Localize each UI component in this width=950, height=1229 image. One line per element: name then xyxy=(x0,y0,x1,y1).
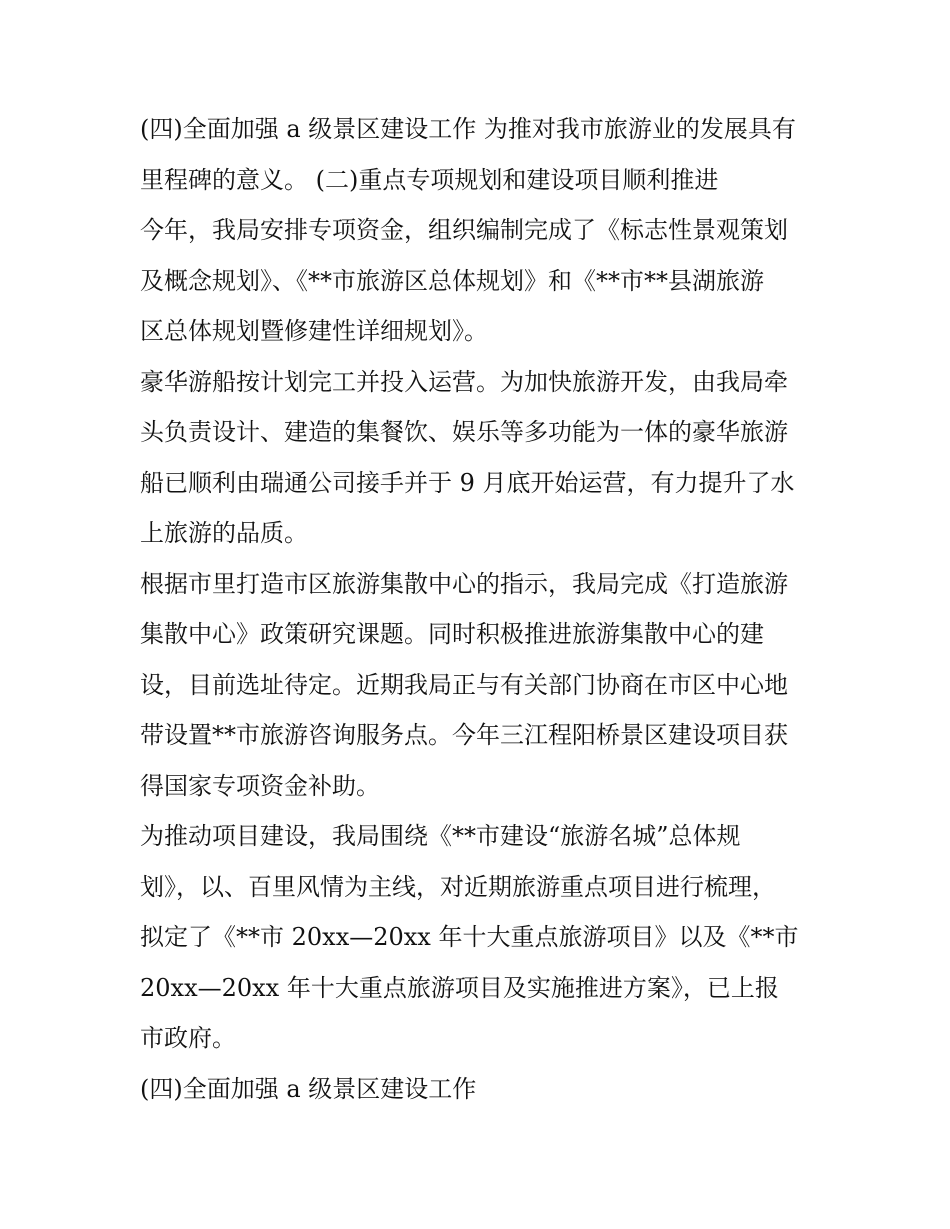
text-line: 设，目前选址待定。近期我局正与有关部门协商在市区中心地 xyxy=(140,670,788,699)
text-line: 集散中心》政策研究课题。同时积极推进旅游集散中心的建 xyxy=(140,620,764,648)
text-line: 20xx—20xx 年十大重点旅游项目及实施推进方案》，已上报 xyxy=(140,973,779,1002)
text-line: 豪华游船按计划完工并投入运营。为加快旅游开发，由我局牵 xyxy=(140,367,788,396)
text-line: 带设置**市旅游咨询服务点。今年三江程阳桥景区建设项目获 xyxy=(140,721,788,749)
text-line: 上旅游的品质。 xyxy=(140,519,308,547)
paragraph xyxy=(140,110,820,211)
paragraph xyxy=(140,1070,820,1121)
text-line: 船已顺利由瑞通公司接手并于 9 月底开始运营，有力提升了水 xyxy=(140,468,795,497)
text-line: 根据市里打造市区旅游集散中心的指示，我局完成《打造旅游 xyxy=(140,569,788,598)
text-line: 及概念规划》、《**市旅游区总体规划》和《**市**县湖旅游 xyxy=(140,266,764,295)
text-line: 拟定了《**市 20xx—20xx 年十大重点旅游项目》以及《**市 xyxy=(140,923,799,951)
text-line: 里程碑的意义。 (二)重点专项规划和建设项目顺利推进 xyxy=(140,165,719,194)
paragraph xyxy=(140,817,820,1070)
document-body xyxy=(140,110,820,1120)
paragraph xyxy=(140,363,820,565)
text-line: 区总体规划暨修建性详细规划》。 xyxy=(140,317,488,345)
text-line: 今年，我局安排专项资金，组织编制完成了《标志性景观策划 xyxy=(140,216,788,244)
text-line: 市政府。 xyxy=(140,1024,236,1052)
text-line: 头负责设计、建造的集餐饮、娱乐等多功能为一体的豪华旅游 xyxy=(140,418,788,446)
text-line: (四)全面加强 a 级景区建设工作 为推对我市旅游业的发展具有 xyxy=(140,115,796,143)
text-line: (四)全面加强 a 级景区建设工作 xyxy=(140,1074,477,1103)
text-line: 为推动项目建设，我局围绕《**市建设“旅游名城”总体规 xyxy=(140,822,741,850)
paragraph xyxy=(140,565,820,818)
text-line: 得国家专项资金补助。 xyxy=(140,771,380,800)
paragraph xyxy=(140,211,820,363)
text-line: 划》，以、百里风情为主线，对近期旅游重点项目进行梳理， xyxy=(140,872,776,901)
